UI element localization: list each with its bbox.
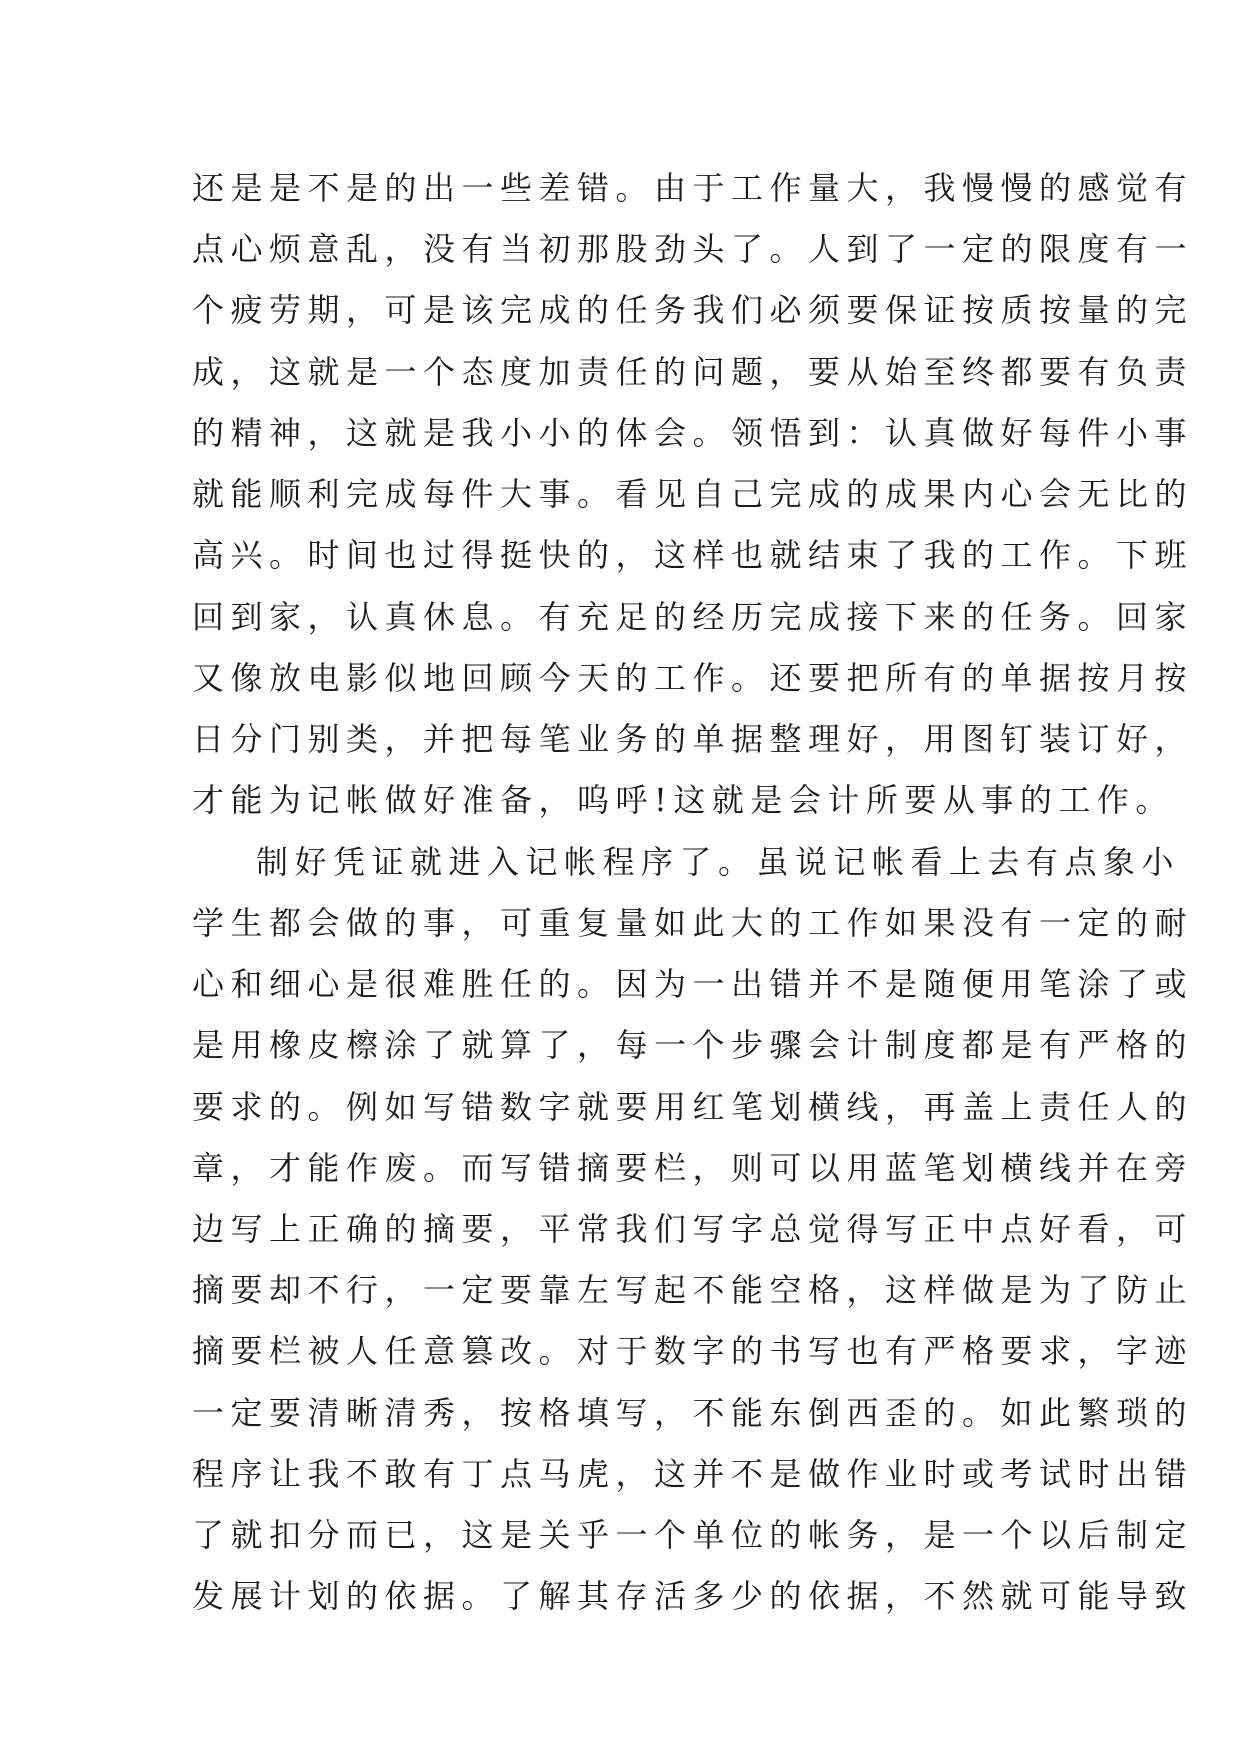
- text-line: 的精神，这就是我小小的体会。领悟到：认真做好每件小事: [192, 414, 1194, 452]
- text-line: 发展计划的依据。了解其存活多少的依据，不然就可能导致: [192, 1577, 1194, 1615]
- text-line: 边写上正确的摘要，平常我们写字总觉得写正中点好看，可: [192, 1210, 1194, 1248]
- text-line: 学生都会做的事，可重复量如此大的工作如果没有一定的耐: [192, 904, 1194, 942]
- text-line: 才能为记帐做好准备，呜呼!这就是会计所要从事的工作。: [192, 781, 1174, 819]
- text-line: 程序让我不敢有丁点马虎，这并不是做作业时或考试时出错: [192, 1455, 1194, 1493]
- text-line: 个疲劳期，可是该完成的任务我们必须要保证按质按量的完: [192, 291, 1194, 329]
- text-line: 高兴。时间也过得挺快的，这样也就结束了我的工作。下班: [192, 536, 1194, 574]
- text-line: 就能顺利完成每件大事。看见自己完成的成果内心会无比的: [192, 475, 1194, 513]
- text-line: 摘要却不行，一定要靠左写起不能空格，这样做是为了防止: [192, 1271, 1194, 1309]
- text-line: 章，才能作废。而写错摘要栏，则可以用蓝笔划横线并在旁: [192, 1149, 1194, 1187]
- text-line: 点心烦意乱，没有当初那股劲头了。人到了一定的限度有一: [192, 230, 1194, 268]
- text-line: 是用橡皮檫涂了就算了，每一个步骤会计制度都是有严格的: [192, 1026, 1194, 1064]
- text-line: 成，这就是一个态度加责任的问题，要从始至终都要有负责: [192, 353, 1194, 391]
- text-line: 回到家，认真休息。有充足的经历完成接下来的任务。回家: [192, 598, 1194, 636]
- text-line: 了就扣分而已，这是关乎一个单位的帐务，是一个以后制定: [192, 1516, 1194, 1554]
- text-line: 摘要栏被人任意篡改。对于数字的书写也有严格要求，字迹: [192, 1332, 1194, 1370]
- text-line: 日分门别类，并把每笔业务的单据整理好，用图钉装订好，: [192, 720, 1194, 758]
- text-line: 还是是不是的出一些差错。由于工作量大，我慢慢的感觉有: [192, 169, 1194, 207]
- text-line: 心和细心是很难胜任的。因为一出错并不是随便用笔涂了或: [192, 965, 1194, 1003]
- paragraph-first-line: 制好凭证就进入记帐程序了。虽说记帐看上去有点象小: [256, 843, 1181, 881]
- text-line: 一定要清晰清秀，按格填写，不能东倒西歪的。如此繁琐的: [192, 1394, 1194, 1432]
- text-line: 要求的。例如写错数字就要用红笔划横线，再盖上责任人的: [192, 1088, 1194, 1126]
- text-line: 又像放电影似地回顾今天的工作。还要把所有的单据按月按: [192, 659, 1194, 697]
